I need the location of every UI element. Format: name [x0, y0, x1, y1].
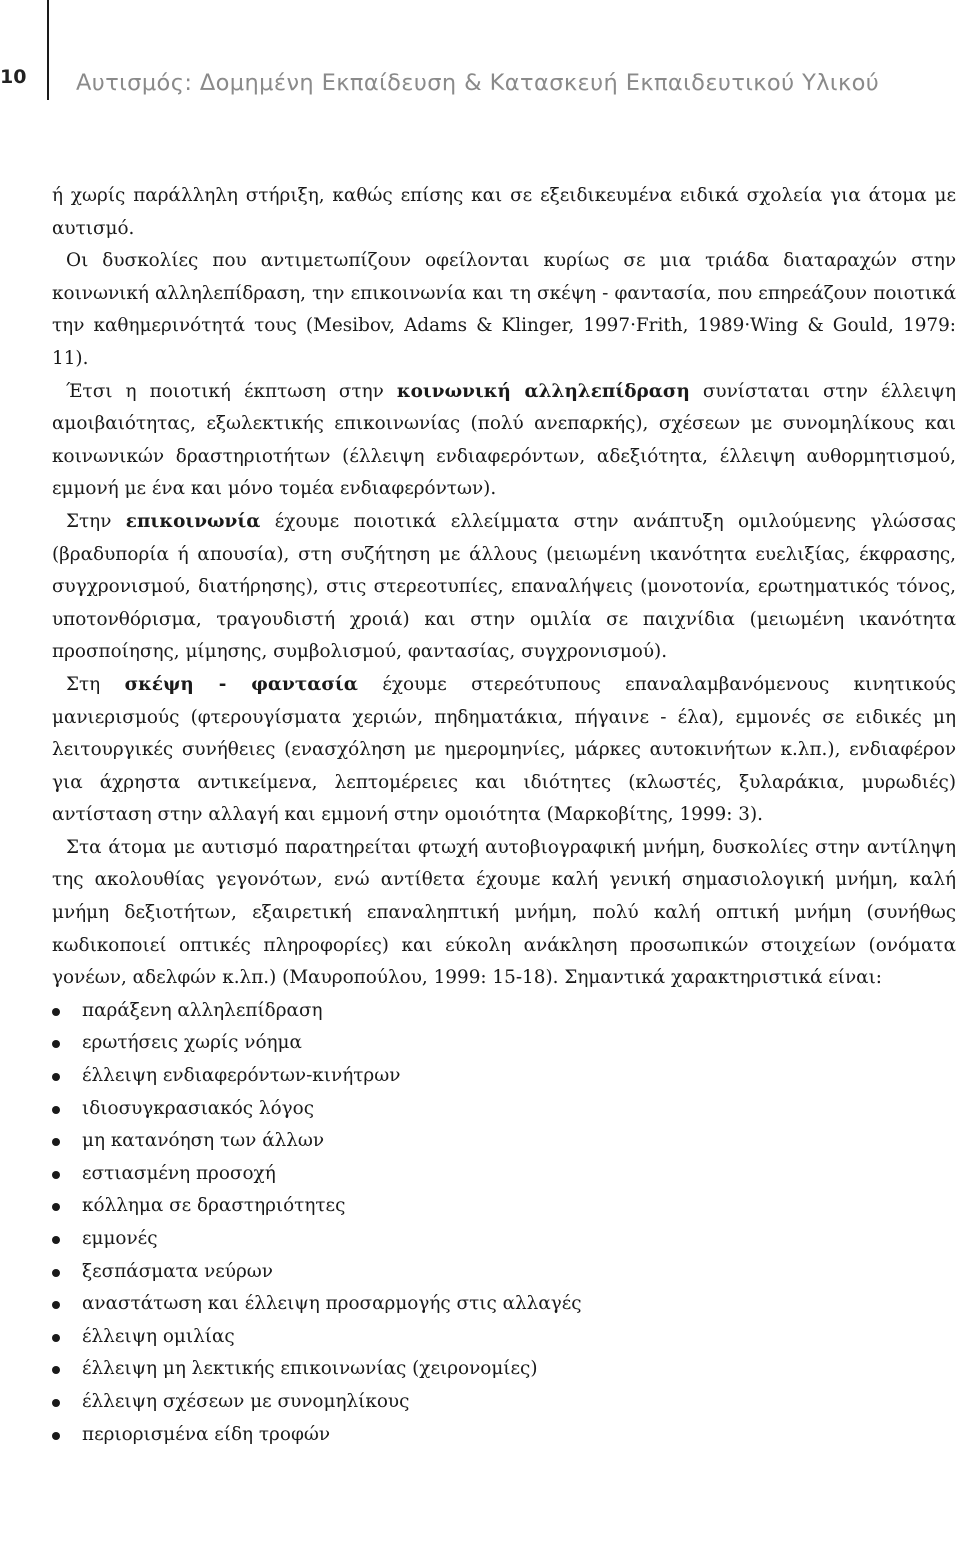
- bullet-icon: [52, 1138, 60, 1146]
- bullet-icon: [52, 1366, 60, 1374]
- list-item: [52, 1027, 956, 1060]
- list-item-text: ξεσπάσματα νεύρων: [82, 1260, 273, 1282]
- bullet-icon: [52, 1171, 60, 1179]
- list-item: [52, 1419, 956, 1452]
- list-item: [52, 1125, 956, 1158]
- term-social-interaction: κοινωνική αλληλεπίδραση: [396, 380, 690, 402]
- list-item-text: εμμονές: [82, 1228, 158, 1249]
- bullet-icon: [52, 1106, 60, 1114]
- list-item-text: κόλλημα σε δραστηριότητες: [82, 1195, 346, 1217]
- list-item: [52, 1093, 956, 1126]
- list-item: [52, 1158, 956, 1191]
- list-item-text: έλλειψη ομιλίας: [82, 1325, 235, 1347]
- paragraph-communication: [52, 506, 956, 669]
- list-item: [52, 1321, 956, 1354]
- list-item: [52, 1190, 956, 1223]
- list-item-text: έλλειψη μη λεκτικής επικοινωνίας (χειρονομίες): [82, 1358, 538, 1380]
- text-run: συνίσταται στην έλλειψη αμοιβαιότητας, εξωλεκτικής επικοινωνίας (πολύ ανεπαρκής), σχέσεων με συνομηλίκους και κοινωνικών δραστηριοτήτων (έλλειψη ενδιαφερόντων, αδεξιότητα, έλλειψη αυθορμητισμού, εμμονή με ένα και μόνο τομέα ενδιαφερόντων).: [52, 380, 956, 500]
- bullet-icon: [52, 1008, 60, 1016]
- list-item-text: ερωτήσεις χωρίς νόημα: [82, 1032, 302, 1054]
- list-item-text: έλλειψη σχέσεων με συνομηλίκους: [82, 1390, 410, 1412]
- text-run: Στη: [66, 673, 125, 695]
- list-item: [52, 1353, 956, 1386]
- paragraph-memory: Στα άτομα με αυτισμό παρατηρείται φτωχή αυτοβιογραφική μνήμη, δυσκολίες στην αντίληψη της ακολουθίας γεγονότων, ενώ αντίθετα έχουμε καλή γενική σημασιολογική μνήμη, καλή μνήμη δεξιοτήτων, εξαιρετική επαναληπτική μνήμη, πολύ καλή οπτική μνήμη (συνήθως κωδικοποιεί οπτικές πληροφορίες) και εύκολη ανάκληση προσωπικών στοιχείων (ονόματα γονέων, αδελφών κ.λπ.) (Μαυροπούλου, 1999: 15-18). Σημαντικά χαρακτηριστικά είναι:: [52, 836, 956, 989]
- text-run: έχουμε ποιοτικά ελλείμματα στην ανάπτυξη ομιλούμενης γλώσσας (βραδυπορία ή απουσία), στη συζήτηση με άλλους (μειωμένη ικανότητα ευελιξίας, έκφρασης, συγχρονισμού, διατήρησης), στις στερεοτυπίες, επαναλήψεις (μονοτονία, ερωτηματικός τόνος, υποτονθόρισμα, τραγουδιστή χροιά) και στην ομιλία σε παιχνίδια (μειωμένη ικανότητα προσποίησης, μίμησης, συμβολισμού, φαντασίας, συγχρονισμού).: [52, 510, 956, 663]
- header-divider: [47, 0, 49, 100]
- list-item-text: εστιασμένη προσοχή: [82, 1162, 276, 1184]
- term-dash: -: [193, 673, 252, 695]
- running-head: Αυτισμός: Δομημένη Εκπαίδευση & Κατασκευή Εκπαιδευτικού Υλικού: [76, 70, 880, 96]
- list-item-text: αναστάτωση και έλλειψη προσαρμογής στις αλλαγές: [82, 1293, 582, 1315]
- text-run: έχουμε στερεότυπους επαναλαμβανόμενους κινητικούς μανιερισμούς (φτερουγίσματα χεριών, πηδηματάκια, πήγαινε - έλα), εμμονές σε ειδικές μη λειτουργικές συνήθειες (ενασχόληση με ημερομηνίες, μάρκες αυτοκινήτων κ.λπ.), ενδιαφέρον για άχρηστα αντικείμενα, λεπτομέρειες και ιδιότητες (κλωστές, ξυλαράκια, μυρωδιές) αντίσταση στην αλλαγή και εμμονή στην ομοιότητα (Μαρκοβίτης, 1999: 3).: [52, 673, 956, 826]
- bullet-icon: [52, 1203, 60, 1211]
- bullet-icon: [52, 1301, 60, 1309]
- list-item-text: έλλειψη ενδιαφερόντων-κινήτρων: [82, 1065, 401, 1087]
- term-thinking: σκέψη: [124, 673, 194, 695]
- body-text: [52, 180, 956, 1451]
- list-item: [52, 1256, 956, 1289]
- bullet-icon: [52, 1269, 60, 1277]
- page-number: 10: [0, 66, 27, 88]
- term-communication: επικοινωνία: [125, 510, 261, 532]
- list-item: [52, 1223, 956, 1256]
- characteristics-list: [52, 995, 956, 1451]
- list-item-text: παράξενη αλληλεπίδραση: [82, 999, 323, 1021]
- list-item: [52, 1386, 956, 1419]
- term-imagination: φαντασία: [251, 673, 358, 695]
- list-item: [52, 995, 956, 1028]
- paragraph-triad: Οι δυσκολίες που αντιμετωπίζουν οφείλονται κυρίως σε μια τριάδα διαταραχών στην κοινωνική αλληλεπίδραση, την επικοινωνία και τη σκέψη - φαντασία, που επηρεάζουν ποιοτικά την καθημερινότητά τους (Mesibov, Adams & Klinger, 1997·Frith, 1989·Wing & Gould, 1979: 11).: [52, 250, 956, 369]
- paragraph-thinking-imagination: [52, 669, 956, 832]
- list-item: [52, 1288, 956, 1321]
- list-item-text: μη κατανόηση των άλλων: [82, 1130, 325, 1152]
- bullet-icon: [52, 1236, 60, 1244]
- bullet-icon: [52, 1073, 60, 1081]
- list-item-text: περιορισμένα είδη τροφών: [82, 1423, 330, 1445]
- bullet-icon: [52, 1432, 60, 1440]
- bullet-icon: [52, 1040, 60, 1048]
- text-run: Στην: [66, 510, 126, 532]
- bullet-icon: [52, 1399, 60, 1407]
- list-item: [52, 1060, 956, 1093]
- list-item-text: ιδιοσυγκρασιακός λόγος: [82, 1097, 315, 1119]
- paragraph-continuation: ή χωρίς παράλληλη στήριξη, καθώς επίσης και σε εξειδικευμένα ειδικά σχολεία για άτομα με αυτισμό.: [52, 185, 956, 239]
- paragraph-social-interaction: [52, 376, 956, 506]
- bullet-icon: [52, 1334, 60, 1342]
- text-run: Έτσι η ποιοτική έκπτωση στην: [66, 380, 397, 402]
